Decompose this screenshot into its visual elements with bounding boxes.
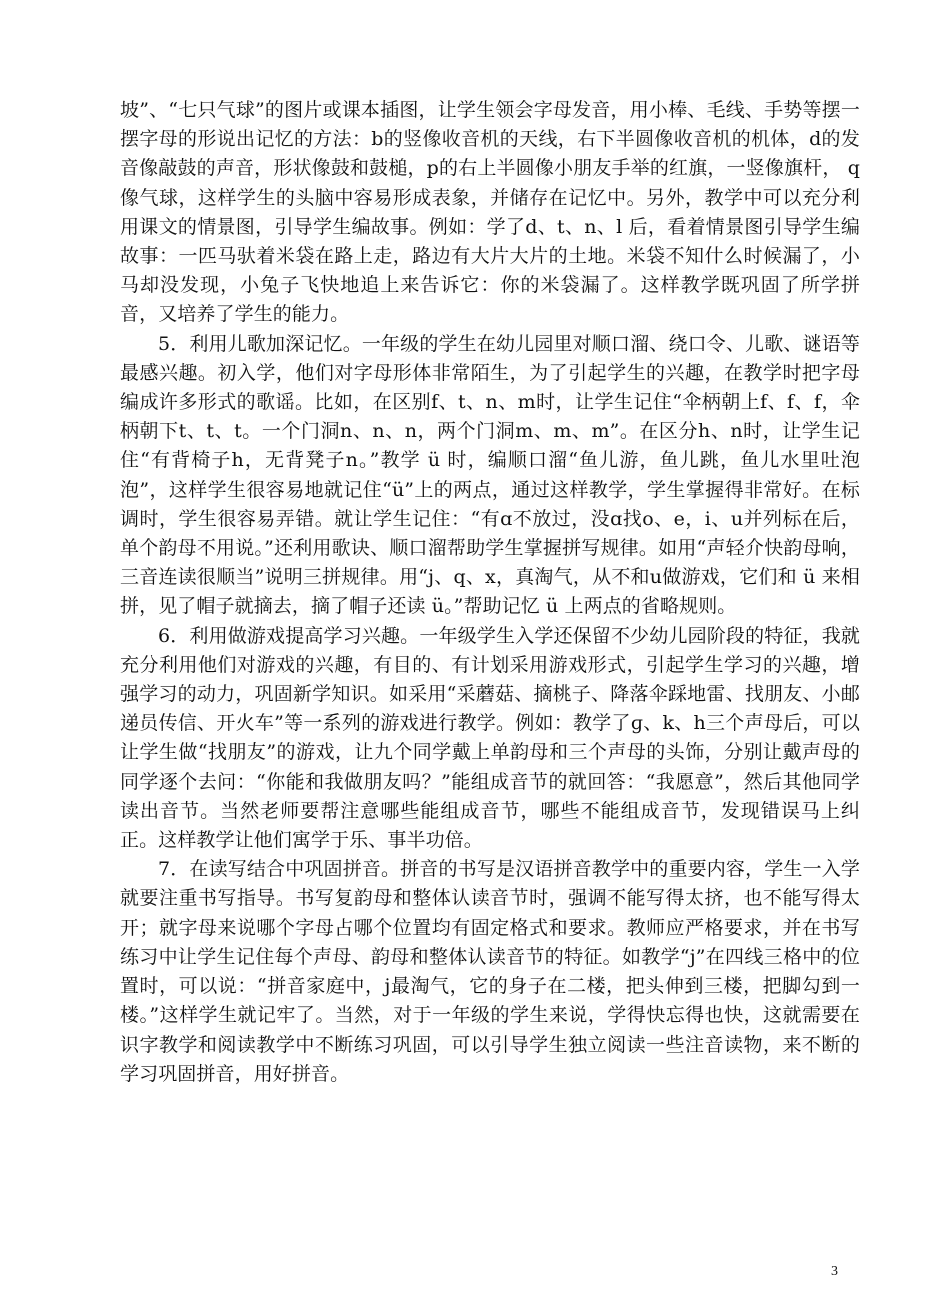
paragraph-item-7: 7．在读写结合中巩固拼音。拼音的书写是汉语拼音教学中的重要内容，学生一入学就要注重书写指导。书写复韵母和整体认读音节时，强调不能写得太挤，也不能写得太开；就字母来说哪个字母占哪个位置均有固定格式和要求。教师应严格要求，并在书写练习中让学生记住每个声母、韵母和整体认读音节的特征。如教学“j”在四线三格中的位置时，可以说：“拼音家庭中，j最淘气，它的身子在二楼，把头伸到三楼，把脚勾到一楼。”这样学生就记牢了。当然，对于一年级的学生来说，学得快忘得也快，这就需要在识字教学和阅读教学中不断练习巩固，可以引导学生独立阅读一些注音读物，来不断的学习巩固拼音，用好拼音。 — [120, 858, 860, 1085]
document-body — [120, 96, 860, 1089]
paragraph-continuation: 坡”、“七只气球”的图片或课本插图，让学生领会字母发音，用小棒、毛线、手势等摆一摆字母的形说出记忆的方法：b的竖像收音机的天线，右下半圆像收音机的机体，d的发音像敲鼓的声音，形状像鼓和鼓槌，p的右上半圆像小朋友手举的红旗，一竖像旗杆， q像气球，这样学生的头脑中容易形成表象，并储存在记忆中。另外，教学中可以充分利用课文的情景图，引导学生编故事。例如：学了d、t、n、l 后，看着情景图引导学生编故事：一匹马驮着米袋在路上走，路边有大片大片的土地。米袋不知什么时候漏了，小马却没发现，小兔子飞快地追上来告诉它：你的米袋漏了。这样教学既巩固了所学拼音，又培养了学生的能力。 — [120, 99, 860, 326]
paragraph-item-6: 6．利用做游戏提高学习兴趣。一年级学生入学还保留不少幼儿园阶段的特征，我就充分利用他们对游戏的兴趣，有目的、有计划采用游戏形式，引起学生学习的兴趣，增强学习的动力，巩固新学知识。如采用“采蘑菇、摘桃子、降落伞踩地雷、找朋友、小邮递员传信、开火车”等一系列的游戏进行教学。例如：教学了ɡ、k、h三个声母后，可以让学生做“找朋友”的游戏，让九个同学戴上单韵母和三个声母的头饰，分别让戴声母的同学逐个去问：“你能和我做朋友吗？”能组成音节的就回答：“我愿意”，然后其他同学读出音节。当然老师要帮注意哪些能组成音节，哪些不能组成音节，发现错误马上纠正。这样教学让他们寓学于乐、事半功倍。 — [120, 624, 860, 852]
paragraph-item-5: 5．利用儿歌加深记忆。一年级的学生在幼儿园里对顺口溜、绕口令、儿歌、谜语等最感兴趣。初入学，他们对字母形体非常陌生，为了引起学生的兴趣，在教学时把字母编成许多形式的歌谣。比如，在区别f、t、n、m时，让学生记住“伞柄朝上f、f、f，伞柄朝下t、t、t。一个门洞n、n、n，两个门洞m、m、m”。在区分h、n时，让学生记住“有背椅子h，无背凳子n。”教学 ü 时，编顺口溜“鱼儿游，鱼儿跳，鱼儿水里吐泡泡”，这样学生很容易地就记住“ü”上的两点，通过这样教学，学生掌握得非常好。在标调时，学生很容易弄错。就让学生记住：“有ɑ不放过，没ɑ找o、e，i、u并列标在后，单个韵母不用说。”还利用歌诀、顺口溜帮助学生掌握拼写规律。如用“声轻介快韵母响，三音连读很顺当”说明三拼规律。用“j、q、x，真淘气，从不和u做游戏，它们和 ü 来相拼，见了帽子就摘去，摘了帽子还读 ü。”帮助记忆 ü 上两点的省略规则。 — [120, 332, 861, 618]
page-number: 3 — [831, 1264, 838, 1279]
